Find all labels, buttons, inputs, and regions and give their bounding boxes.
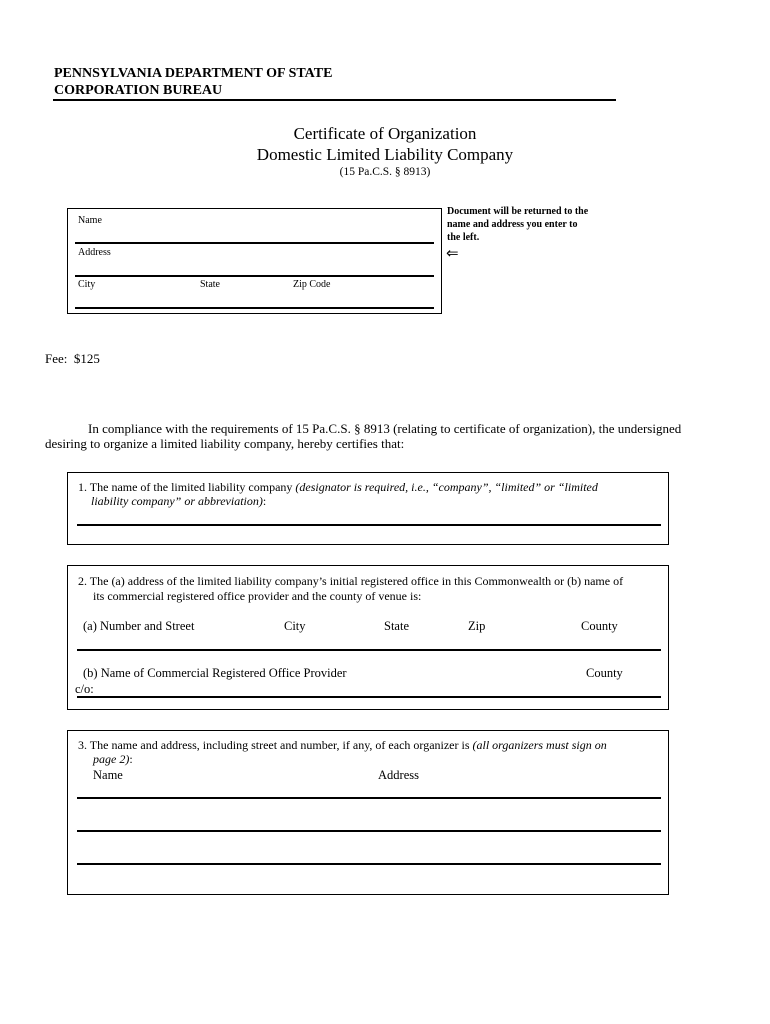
- state-label: State: [384, 619, 409, 633]
- compliance-line1: In compliance with the requirements of 15 Pa.C.S. § 8913 (relating to certificate of organization), the undersigned: [88, 421, 682, 436]
- section-3-italic-1: (all organizers must sign on: [472, 738, 607, 752]
- number-street-label: (a) Number and Street: [83, 619, 195, 633]
- registered-office-provider-field[interactable]: [77, 696, 661, 698]
- section-1-italic-2: liability company” or abbreviation): [91, 494, 263, 508]
- registered-office-address-field[interactable]: [77, 649, 661, 651]
- provider-county-label: County: [586, 666, 623, 680]
- section-1-text: 1. The name of the limited liability company: [78, 480, 296, 494]
- return-name-field[interactable]: [75, 242, 434, 244]
- llc-name-field[interactable]: [77, 524, 661, 526]
- provider-name-label: (b) Name of Commercial Registered Office Provider: [83, 666, 347, 680]
- header-rule: [53, 99, 616, 101]
- left-arrow-icon: ⇐: [446, 244, 459, 262]
- section-1-italic-1: (designator is required, i.e., “company”, “limited” or “limited: [295, 480, 598, 494]
- organizer-name-label: Name: [93, 768, 123, 782]
- department-name: PENNSYLVANIA DEPARTMENT OF STATE: [54, 66, 333, 81]
- section-3-prompt: [78, 738, 607, 766]
- section-1-box: [67, 472, 669, 545]
- city-label: City: [284, 619, 306, 633]
- return-address-label: Address: [78, 247, 111, 258]
- section-2-line1: 2. The (a) address of the limited liability company’s initial registered office in this Commonwealth or (b) name of: [78, 574, 624, 588]
- return-note-line2: name and address you enter to: [447, 219, 578, 230]
- form-subtitle: Domestic Limited Liability Company: [256, 145, 514, 164]
- section-3-colon: :: [129, 752, 133, 766]
- section-3-box: [67, 730, 669, 895]
- return-address-field[interactable]: [75, 275, 434, 277]
- fee-text: Fee: $125: [45, 351, 100, 366]
- section-2-line2: its commercial registered office provider and the county of venue is:: [93, 589, 422, 603]
- section-2-prompt: [78, 574, 623, 604]
- section-2-box: [67, 565, 669, 710]
- organizer-line-2[interactable]: [77, 830, 661, 832]
- return-note-line3: the left.: [447, 232, 480, 243]
- return-city-state-zip-field[interactable]: [75, 307, 434, 309]
- return-zip-label: Zip Code: [293, 279, 331, 290]
- return-note-line1: Document will be returned to the: [447, 206, 589, 217]
- return-state-label: State: [200, 279, 220, 290]
- zip-label: Zip: [468, 619, 486, 633]
- section-1-prompt: [78, 480, 598, 508]
- organizer-line-3[interactable]: [77, 863, 661, 865]
- bureau-name: CORPORATION BUREAU: [54, 83, 223, 98]
- organizer-line-1[interactable]: [77, 797, 661, 799]
- return-address-box: [67, 208, 442, 314]
- return-name-label: Name: [78, 215, 102, 226]
- form-citation: (15 Pa.C.S. § 8913): [339, 166, 431, 178]
- organizer-address-label: Address: [378, 768, 419, 782]
- county-label: County: [581, 619, 618, 633]
- return-note: [447, 205, 588, 244]
- section-3-italic-2: page 2): [93, 752, 130, 766]
- form-title: Certificate of Organization: [293, 124, 477, 143]
- compliance-line2: desiring to organize a limited liability company, hereby certifies that:: [45, 436, 405, 451]
- return-city-label: City: [78, 279, 96, 290]
- care-of-label: c/o:: [75, 682, 94, 696]
- section-1-colon: :: [262, 494, 267, 508]
- section-3-text: 3. The name and address, including street and number, if any, of each organizer is: [78, 738, 473, 752]
